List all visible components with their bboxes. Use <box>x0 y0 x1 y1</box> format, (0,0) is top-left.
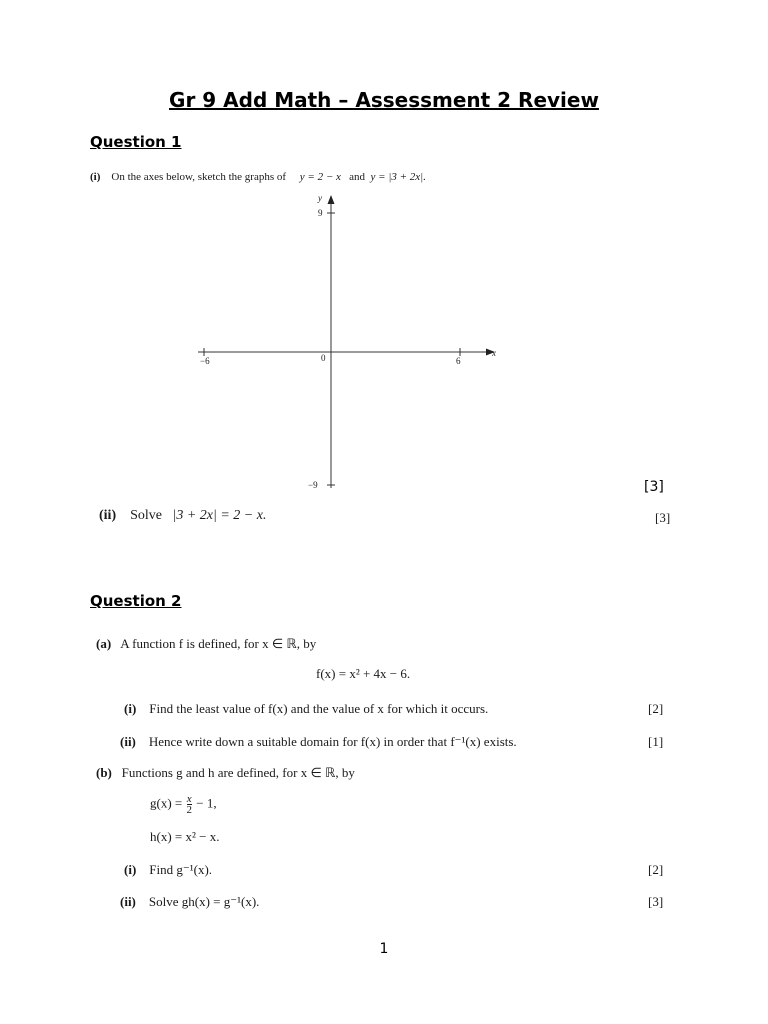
q2-part-a-i <box>124 701 488 717</box>
q2-part-a-ii-text: Hence write down a suitable domain for f(x) in order that f⁻¹(x) exists. <box>148 734 517 749</box>
q2-part-b-ii-number: (ii) <box>120 894 136 909</box>
q1-axes-graph <box>190 190 510 495</box>
q2-g-denominator: 2 <box>186 804 192 816</box>
q2-part-b-number: (b) <box>96 765 112 780</box>
question-1-heading: Question 1 <box>90 133 182 151</box>
q2-part-b-prompt <box>96 765 355 781</box>
q2-function-g <box>150 794 217 815</box>
q2-part-a-ii-number: (ii) <box>120 734 136 749</box>
q1-part-i-marks: [3] <box>644 479 664 495</box>
y-max-label: 9 <box>318 208 323 218</box>
origin-label: 0 <box>321 353 326 363</box>
q2-part-a-text: A function f is defined, for x ∈ ℝ, by <box>120 636 317 651</box>
q2-part-a-i-number: (i) <box>124 701 137 716</box>
question-2-heading: Question 2 <box>90 592 182 610</box>
y-axis-label: y <box>318 193 322 203</box>
q1-part-ii-prompt <box>99 508 266 524</box>
q2-part-a-number: (a) <box>96 636 112 651</box>
q2-g-numerator: x <box>186 793 192 805</box>
q1-part-ii-number: (ii) <box>99 508 117 523</box>
q2-g-lhs: g(x) = <box>150 795 183 811</box>
x-axis-label: x <box>492 348 496 358</box>
x-max-label: 6 <box>456 356 461 366</box>
q2-g-den-wrap <box>187 804 193 815</box>
page-title: Gr 9 Add Math – Assessment 2 Review <box>169 88 599 112</box>
q2-part-a-i-text: Find the least value of f(x) and the value of x for which it occurs. <box>149 701 489 716</box>
q2-part-b-ii-text: Solve gh(x) = g⁻¹(x). <box>148 894 260 909</box>
q2-part-a-ii <box>120 734 517 750</box>
q2-part-b-i-number: (i) <box>124 862 137 877</box>
q1-part-i-prompt <box>90 171 426 183</box>
y-axis-arrow-icon <box>328 195 335 204</box>
q1-part-i-text: On the axes below, sketch the graphs of <box>111 171 287 183</box>
q2-part-b-i <box>124 862 212 878</box>
q2-part-b-i-marks: [2] <box>648 862 664 877</box>
q2-part-b-text: Functions g and h are defined, for x ∈ ℝ, by <box>121 765 355 780</box>
q2-part-b-ii-marks: [3] <box>648 894 664 909</box>
q1-part-ii-marks: [3] <box>655 510 671 525</box>
q2-part-b-i-text: Find g⁻¹(x). <box>149 862 213 877</box>
q1-part-ii-text: Solve <box>130 508 162 523</box>
q2-function-f: f(x) = x² + 4x − 6. <box>316 666 411 681</box>
q2-part-b-ii <box>120 894 259 910</box>
q1-equation-2: y = |3 + 2x|. <box>370 171 426 183</box>
q1-part-i-number: (i) <box>90 171 101 183</box>
q2-part-a-ii-marks: [1] <box>648 734 664 749</box>
q2-g-rhs: − 1, <box>196 795 217 811</box>
q2-part-a-i-marks: [2] <box>648 701 664 716</box>
x-min-label: −6 <box>200 356 210 366</box>
page-number: 1 <box>379 941 389 957</box>
q2-g-fraction <box>187 794 193 815</box>
q2-part-a-prompt <box>96 636 316 652</box>
q1-and-text: and <box>349 171 366 183</box>
q1-equation-1: y = 2 − x <box>299 171 341 183</box>
q2-function-h: h(x) = x² − x. <box>150 829 220 844</box>
q1-part-ii-equation: |3 + 2x| = 2 − x. <box>172 508 267 523</box>
y-min-label: −9 <box>308 480 318 490</box>
